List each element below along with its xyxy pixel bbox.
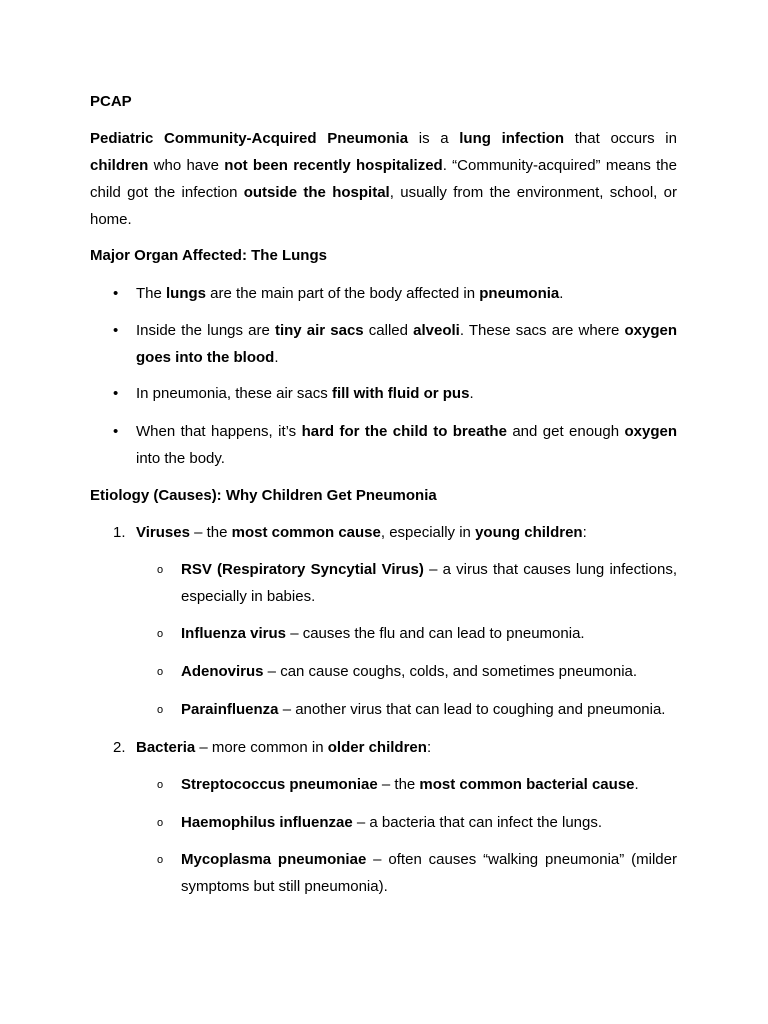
bullet-text: called xyxy=(363,322,414,339)
organ-bullet-item xyxy=(136,418,677,472)
item-text: – the xyxy=(377,776,420,793)
cause-emphasis: most common cause xyxy=(231,524,381,541)
cause-title: Bacteria xyxy=(136,739,196,756)
sub-bullet-marker: o xyxy=(157,817,164,829)
item-title: Mycoplasma pneumoniae xyxy=(181,851,367,868)
sub-bullet-marker: o xyxy=(157,704,164,716)
intro-text: who have xyxy=(148,157,225,174)
intro-emphasis: children xyxy=(90,157,149,174)
cause-bacteria xyxy=(136,734,677,761)
sub-bullet-marker: o xyxy=(157,564,164,576)
item-text: – often causes “walking pneumonia” (milder symptoms but still pneumonia). xyxy=(181,851,677,895)
virus-item xyxy=(181,620,677,647)
intro-text: . “Community-acquired” means the child got the infection xyxy=(90,157,677,201)
cause-text: – the xyxy=(189,524,232,541)
item-title: RSV (Respiratory Syncytial Virus) xyxy=(181,561,424,578)
sub-bullet-marker: o xyxy=(157,779,164,791)
sub-bullet-marker: o xyxy=(157,854,164,866)
bullet-marker: • xyxy=(113,423,119,440)
cause-text: : xyxy=(426,739,432,756)
bullet-text: and get enough xyxy=(506,423,625,440)
item-emphasis: most common bacterial cause xyxy=(419,776,635,793)
item-title: Adenovirus xyxy=(181,663,264,680)
organ-bullet-item xyxy=(136,380,677,407)
item-text: – a virus that causes lung infections, especially in babies. xyxy=(181,561,677,605)
bacteria-item xyxy=(181,771,677,798)
bullet-emphasis: oxygen xyxy=(624,423,677,440)
cause-text: – more common in xyxy=(195,739,328,756)
intro-text: , usually from the environment, school, or home. xyxy=(90,184,677,228)
item-text: – causes the flu and can lead to pneumonia. xyxy=(286,625,585,642)
bullet-text: The xyxy=(136,285,167,302)
bullet-text: are the main part of the body affected in xyxy=(206,285,480,302)
bullet-text: Inside the lungs are xyxy=(136,322,275,339)
bullet-emphasis: fill with fluid or pus xyxy=(331,385,470,402)
bullet-emphasis: hard for the child to breathe xyxy=(301,423,507,440)
bullet-text: . These sacs are where xyxy=(459,322,625,339)
bullet-emphasis: pneumonia xyxy=(479,285,560,302)
cause-title: Viruses xyxy=(136,524,190,541)
virus-item xyxy=(181,696,677,723)
cause-text: , especially in xyxy=(380,524,476,541)
bullet-emphasis: tiny air sacs xyxy=(274,322,364,339)
document-title: PCAP xyxy=(90,93,132,110)
bullet-emphasis: oxygen goes into the blood xyxy=(136,322,678,366)
intro-emphasis: not been recently hospitalized xyxy=(224,157,443,174)
bullet-text: When that happens, it’s xyxy=(136,423,302,440)
intro-text: that occurs in xyxy=(564,130,677,147)
intro-text: is a xyxy=(408,130,460,147)
cause-text: : xyxy=(582,524,587,541)
list-number: 2. xyxy=(113,739,126,756)
bacteria-item xyxy=(181,846,677,900)
intro-emphasis: outside the hospital xyxy=(243,184,390,201)
virus-item xyxy=(181,658,677,685)
bullet-marker: • xyxy=(113,285,119,302)
item-text: . xyxy=(634,776,639,793)
sub-bullet-marker: o xyxy=(157,666,164,678)
cause-viruses xyxy=(136,519,677,546)
bullet-marker: • xyxy=(113,385,119,402)
item-text: – another virus that can lead to coughing and pneumonia. xyxy=(278,701,666,718)
item-text: – can cause coughs, colds, and sometimes pneumonia. xyxy=(263,663,638,680)
bullet-marker: • xyxy=(113,322,119,339)
pcap-term: Pediatric Community-Acquired Pneumonia xyxy=(90,130,409,147)
bullet-emphasis: lungs xyxy=(166,285,207,302)
cause-emphasis: young children xyxy=(475,524,583,541)
item-title: Haemophilus influenzae xyxy=(181,814,353,831)
list-number: 1. xyxy=(113,524,126,541)
item-title: Streptococcus pneumoniae xyxy=(181,776,378,793)
item-text: – a bacteria that can infect the lungs. xyxy=(352,814,603,831)
item-title: Parainfluenza xyxy=(181,701,279,718)
organ-heading: Major Organ Affected: The Lungs xyxy=(90,247,327,264)
bullet-text: into the body. xyxy=(136,450,225,467)
sub-bullet-marker: o xyxy=(157,628,164,640)
bacteria-item xyxy=(181,809,677,836)
organ-bullet-item xyxy=(136,317,677,371)
intro-paragraph xyxy=(90,125,677,233)
intro-emphasis: lung infection xyxy=(459,130,565,147)
bullet-text: In pneumonia, these air sacs xyxy=(136,385,332,402)
cause-emphasis: older children xyxy=(327,739,427,756)
bullet-text: . xyxy=(469,385,474,402)
organ-bullet-item xyxy=(136,280,677,307)
item-title: Influenza virus xyxy=(181,625,287,642)
bullet-emphasis: alveoli xyxy=(413,322,460,339)
virus-item xyxy=(181,556,677,610)
etiology-heading: Etiology (Causes): Why Children Get Pneumonia xyxy=(90,487,437,504)
bullet-text: . xyxy=(559,285,564,302)
bullet-text: . xyxy=(274,349,279,366)
